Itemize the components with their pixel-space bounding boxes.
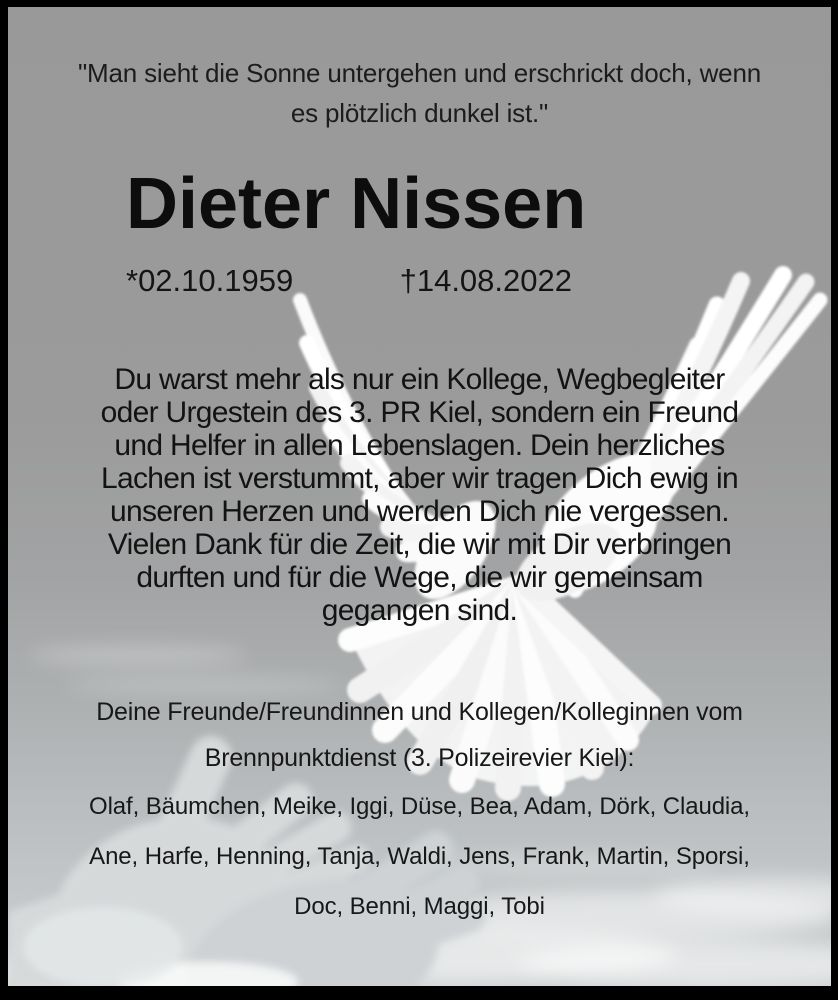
- obituary-content: [8, 7, 831, 986]
- life-dates: [126, 263, 572, 299]
- mourners-line: Olaf, Bäumchen, Meike, Iggi, Düse, Bea, Adam, Dörk, Claudia,: [89, 793, 750, 820]
- mourners-line: Doc, Benni, Maggi, Tobi: [294, 893, 545, 920]
- quote-line: es plötzlich dunkel ist.": [290, 98, 549, 128]
- tribute-line: Du warst mehr als nur ein Kollege, Wegbegleiter: [114, 363, 725, 396]
- tribute-line: durften und für die Wege, die wir gemeinsam: [136, 561, 703, 594]
- birth-date: *02.10.1959: [126, 263, 294, 298]
- name-block: [126, 164, 587, 244]
- quote-line: "Man sieht die Sonne untergehen und erschrickt doch, wenn: [78, 58, 761, 88]
- tribute-line: unseren Herzen und werden Dich nie vergessen.: [110, 495, 729, 528]
- memorial-quote: [8, 53, 831, 133]
- tribute-line: oder Urgestein des 3. PR Kiel, sondern ein Freund: [100, 396, 739, 429]
- tribute-line: Lachen ist verstummt, aber wir tragen Dich ewig in: [101, 462, 738, 495]
- deceased-name: Dieter Nissen: [126, 164, 587, 244]
- closing-text: [8, 689, 831, 781]
- tribute-line: gegangen sind.: [321, 594, 518, 627]
- background-photo: [8, 7, 831, 986]
- death-date: †14.08.2022: [399, 263, 572, 298]
- tribute-line: und Helfer in allen Lebenslagen. Dein herzliches: [114, 429, 725, 462]
- mourners-line: Ane, Harfe, Henning, Tanja, Waldi, Jens, Frank, Martin, Sporsi,: [89, 843, 750, 870]
- mourners-names: [8, 782, 831, 932]
- closing-line: Deine Freunde/Freundinnen und Kollegen/Kolleginnen vom: [96, 698, 743, 726]
- tribute-line: Vielen Dank für die Zeit, die wir mit Dir verbringen: [107, 528, 732, 561]
- closing-line: Brennpunktdienst (3. Polizeirevier Kiel):: [204, 744, 635, 772]
- tribute-text: [8, 363, 831, 627]
